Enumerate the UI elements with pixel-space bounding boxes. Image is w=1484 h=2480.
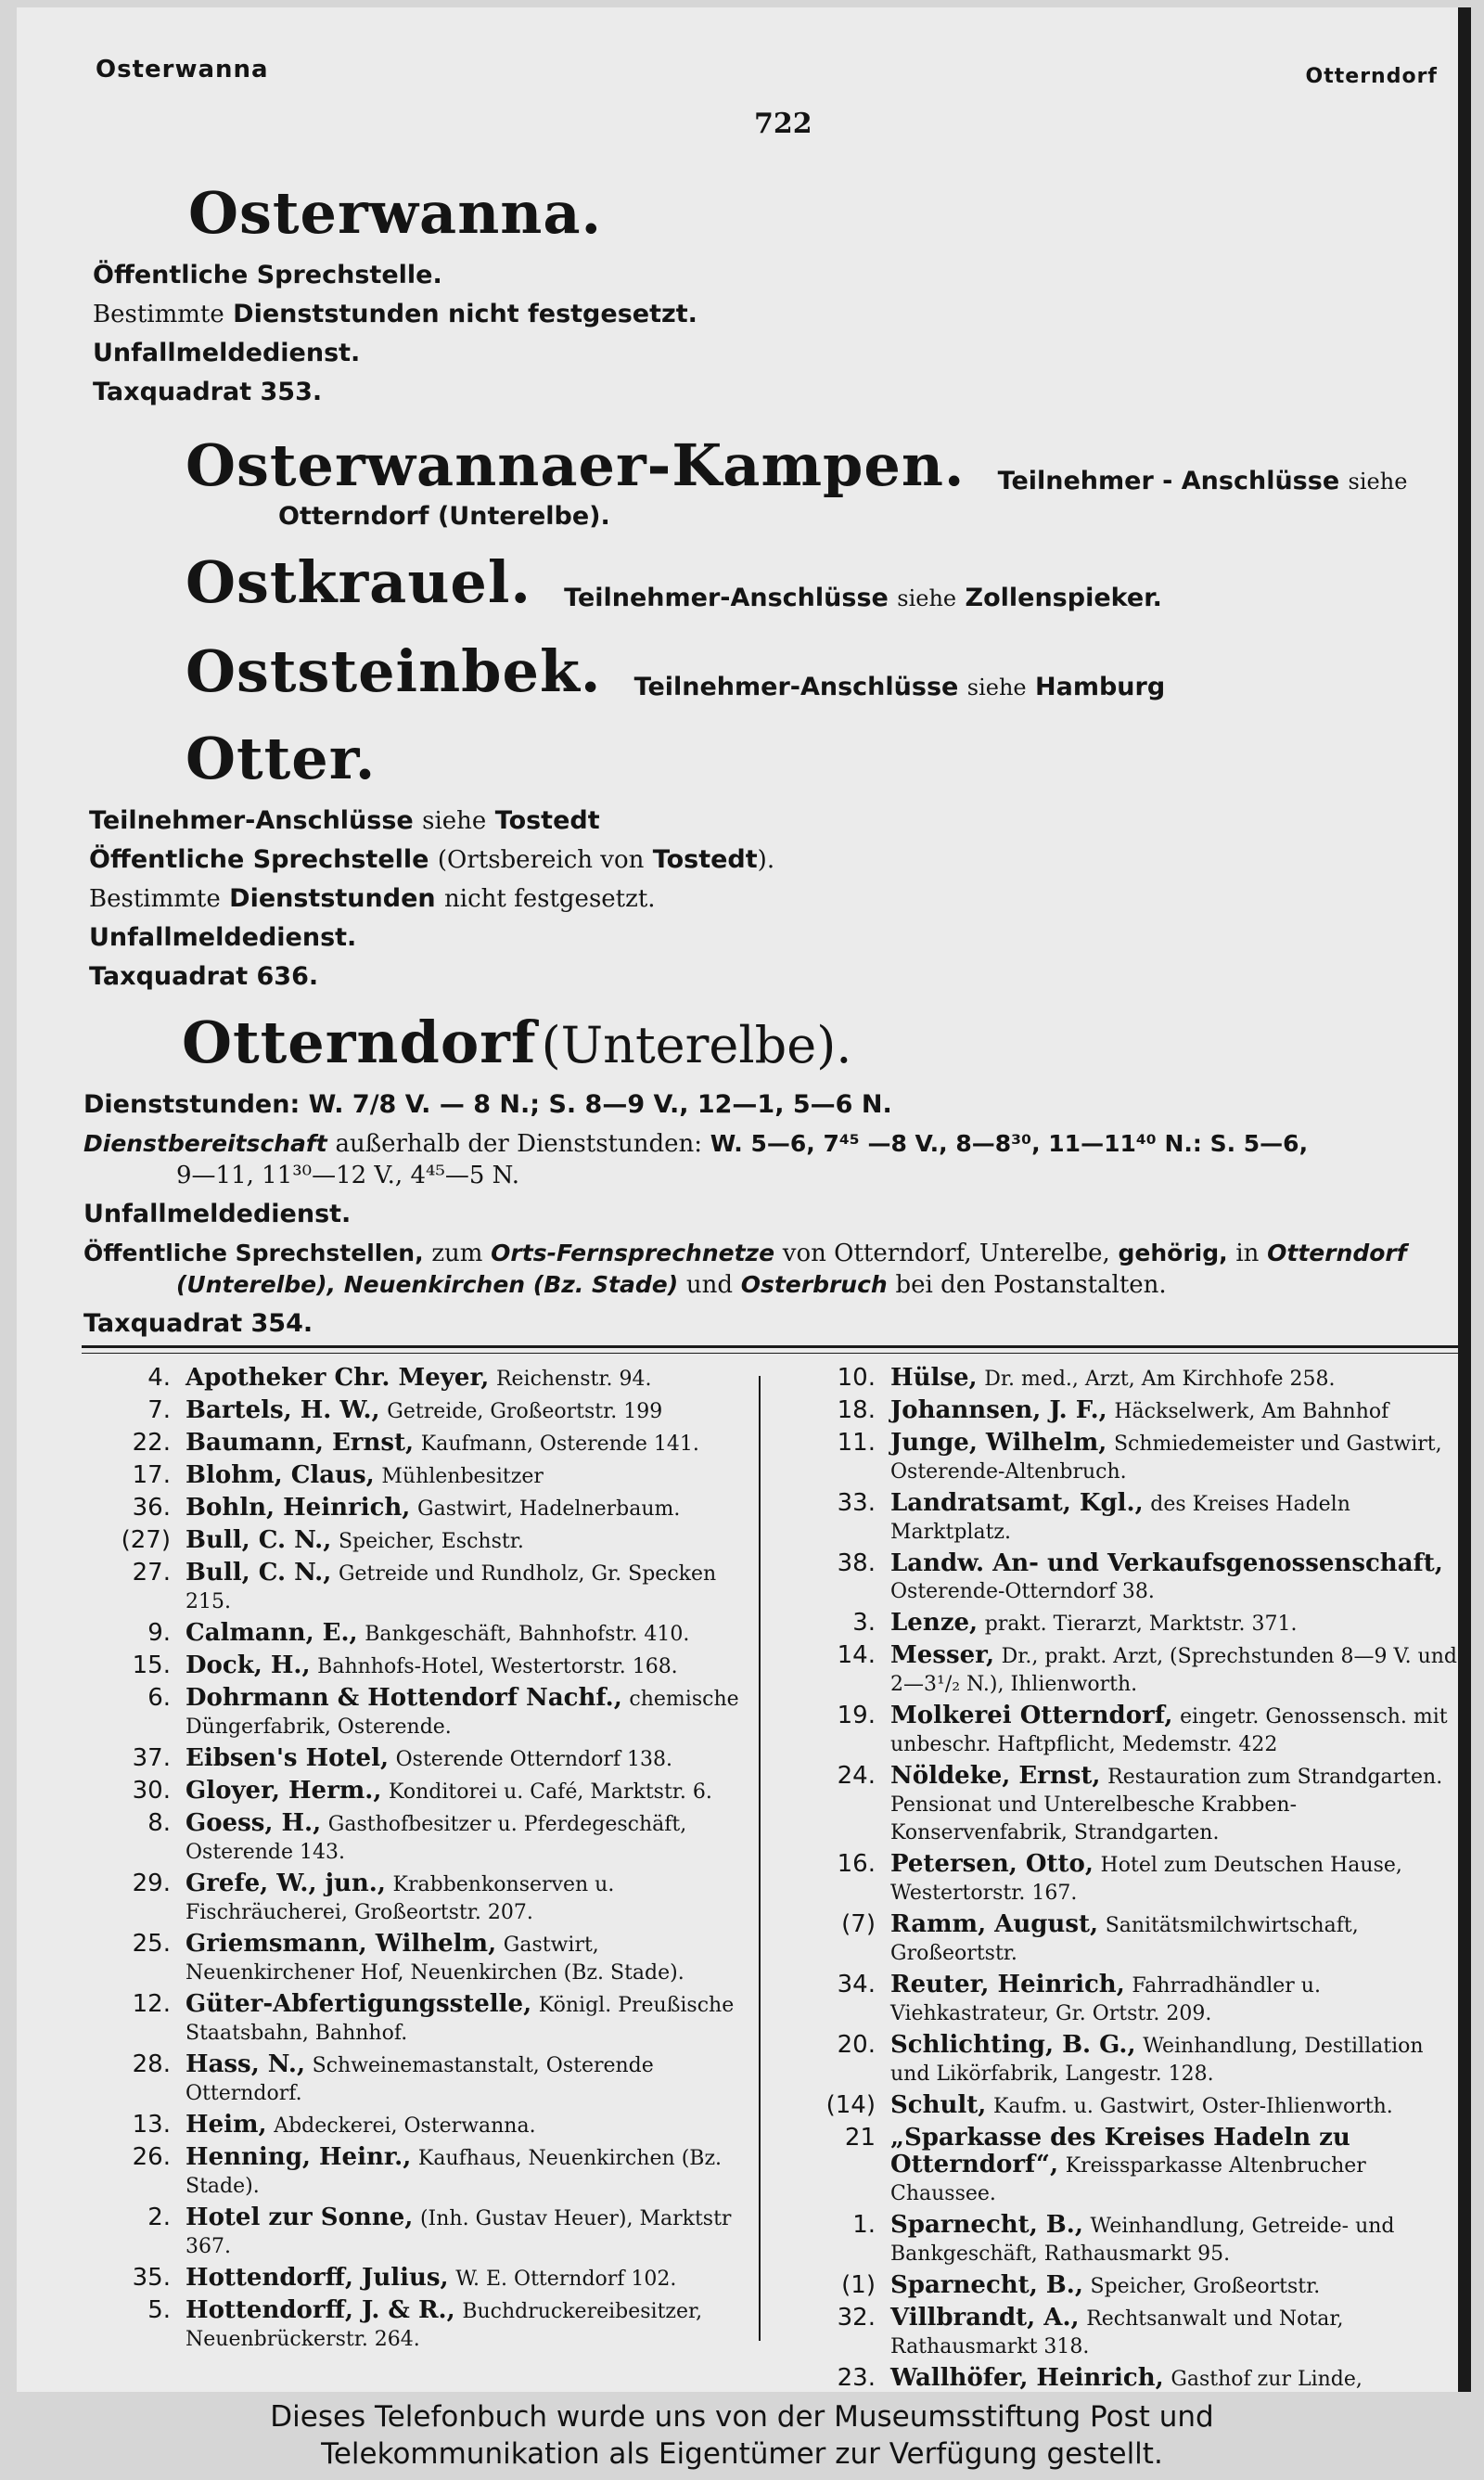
entry-description: Sanitätsmilchwirtschaft, Großeortstr. bbox=[890, 1914, 1359, 1965]
entry-description: Fahrradhändler u. Viehkastrateur, Gr. Ortstr. 209. bbox=[890, 1974, 1321, 2025]
list-item bbox=[785, 1397, 1466, 1425]
entry-text bbox=[890, 1703, 1466, 1758]
list-item bbox=[785, 2092, 1466, 2120]
entry-name: „Sparkasse des Kreises Hadeln zu Otterndorf“, bbox=[890, 2124, 1350, 2178]
entry-description: Gasthofbesitzer u. Pferdegeschäft, Osterende 143. bbox=[186, 1813, 687, 1864]
entry-number: 6. bbox=[147, 1684, 171, 1712]
list-item bbox=[80, 1397, 752, 1425]
entry-number: 32. bbox=[837, 2304, 876, 2332]
entry-description: Hotel zum Deutschen Hause, Westertorstr. 167. bbox=[890, 1854, 1402, 1905]
entry-text bbox=[890, 1610, 1466, 1638]
entry-name: Hottendorff, J. & R., bbox=[186, 2296, 455, 2324]
list-item bbox=[80, 1810, 752, 1866]
entry-description: Häckselwerk, Am Bahnhof bbox=[1114, 1400, 1389, 1423]
entry-description: Restauration zum Strandgarten. Pensionat und Unterelbesche Krabben-Konservenfabrik, Strandgarten. bbox=[890, 1766, 1443, 1844]
entry-name: Dohrmann & Hottendorf Nachf., bbox=[186, 1684, 622, 1712]
list-item bbox=[80, 2144, 752, 2200]
entry-name: Sparnecht, B., bbox=[890, 2211, 1083, 2239]
list-item bbox=[80, 1931, 752, 1986]
entry-text bbox=[186, 2265, 752, 2293]
kampen-heading: Osterwannaer-Kampen. Teilnehmer - Anschlüsse siehe bbox=[186, 431, 1408, 499]
entry-name: Dock, H., bbox=[186, 1651, 311, 1679]
entry-description: Buchdruckereibesitzer, Neuenbrückerstr. 264. bbox=[186, 2300, 703, 2351]
entry-description: des Kreises Hadeln Marktplatz. bbox=[890, 1493, 1350, 1544]
entry-number: 20. bbox=[837, 2031, 876, 2059]
entry-text bbox=[186, 1745, 752, 1773]
list-item bbox=[785, 2272, 1466, 2300]
directory-page bbox=[17, 7, 1471, 2392]
entry-text bbox=[890, 1851, 1466, 1907]
entry-text bbox=[186, 1870, 752, 1926]
list-item bbox=[785, 1763, 1466, 1846]
otterndorf-info: Dienststunden: W. 7/8 V. — 8 N.; S. 8—9 V., 12—1, 5—6 N. Dienstbereitschaft außerhalb der Dienststunden: W. 5—6, 7⁴⁵ —8 V., 8—8³⁰, 11—11⁴⁰ N.: S. 5—6, 9—11, 11³⁰—12 V., 4⁴⁵—5 N. Unfallmeldedienst. Öffentliche Sprechstellen, zum Orts-Fernsprechnetze von Otterndorf, Unterelbe, gehörig, in Otterndorf (Unterelbe), Neuenkirchen (Bz. Stade) und Osterbruch bei den Postanstalten. Taxquadrat 354. bbox=[83, 1090, 1407, 1338]
entry-number: 28. bbox=[132, 2050, 171, 2078]
list-item bbox=[785, 1610, 1466, 1638]
entry-text bbox=[186, 1778, 752, 1805]
list-item bbox=[80, 1365, 752, 1393]
column-divider bbox=[759, 1376, 761, 2341]
entry-number: 8. bbox=[147, 1809, 171, 1837]
entry-description: (Inh. Gustav Heuer), Marktstr 367. bbox=[186, 2207, 732, 2258]
entry-description: Kaufhaus, Neuenkirchen (Bz. Stade). bbox=[186, 2147, 723, 2198]
entry-name: Blohm, Claus, bbox=[186, 1461, 375, 1489]
entry-description: Dr., prakt. Arzt, (Sprechstunden 8—9 V. und 2—3¹/₂ N.), Ihlienworth. bbox=[890, 1645, 1457, 1696]
entry-description: Kaufm. u. Gastwirt, Oster-Ihlienworth. bbox=[993, 2095, 1393, 2118]
entry-number: 23. bbox=[837, 2364, 876, 2392]
footer-note bbox=[0, 2398, 1484, 2480]
entry-description: Reichenstr. 94. bbox=[495, 1368, 652, 1391]
otter-title: Otter. bbox=[186, 725, 377, 792]
entry-name: Calmann, E., bbox=[186, 1619, 358, 1647]
entry-description: Schmiedemeister und Gastwirt, Osterende-Altenbruch. bbox=[890, 1433, 1442, 1484]
list-item bbox=[80, 2297, 752, 2353]
divider-rule-thin bbox=[82, 1353, 1464, 1354]
list-item bbox=[80, 1870, 752, 1926]
entry-name: Molkerei Otterndorf, bbox=[890, 1702, 1173, 1729]
entry-description: Kaufmann, Osterende 141. bbox=[420, 1433, 699, 1456]
list-item bbox=[785, 1911, 1466, 1967]
list-item bbox=[80, 2265, 752, 2293]
entry-text bbox=[890, 1490, 1466, 1546]
entry-text bbox=[186, 1652, 752, 1680]
entry-text bbox=[890, 1763, 1466, 1846]
page-number: 722 bbox=[754, 108, 812, 140]
entry-text bbox=[890, 1397, 1466, 1425]
entry-name: Bull, C. N., bbox=[186, 1526, 332, 1554]
list-item bbox=[80, 1991, 752, 2047]
entry-name: Wallhöfer, Heinrich, bbox=[890, 2364, 1164, 2392]
oststeinbek-heading: Oststeinbek. Teilnehmer-Anschlüsse siehe Hamburg bbox=[186, 637, 1166, 705]
entry-text bbox=[186, 1462, 752, 1490]
otterndorf-heading: Otterndorf (Unterelbe). bbox=[182, 1009, 852, 1076]
list-item bbox=[80, 1685, 752, 1741]
entry-name: Schult, bbox=[890, 2091, 987, 2119]
entry-text bbox=[890, 2305, 1466, 2360]
entry-number: 27. bbox=[132, 1559, 171, 1587]
entry-text bbox=[186, 2204, 752, 2260]
entry-text bbox=[186, 2297, 752, 2353]
entry-description: Konditorei u. Café, Marktstr. 6. bbox=[389, 1780, 712, 1804]
entry-number: 2. bbox=[147, 2204, 171, 2231]
list-item bbox=[785, 2365, 1466, 2392]
footer-line-2: Telekommunikation als Eigentümer zur Verfügung gestellt. bbox=[321, 2437, 1163, 2471]
list-item bbox=[80, 1778, 752, 1805]
list-item bbox=[80, 1745, 752, 1773]
listing-left-column bbox=[80, 1365, 752, 2358]
list-item bbox=[80, 1620, 752, 1648]
list-item bbox=[785, 1703, 1466, 1758]
entry-name: Grefe, W., jun., bbox=[186, 1870, 386, 1897]
entry-number: 10. bbox=[837, 1364, 876, 1392]
ostkrauel-heading: Ostkrauel. Teilnehmer-Anschlüsse siehe Zollenspieker. bbox=[186, 548, 1162, 616]
list-item bbox=[80, 1527, 752, 1555]
entry-description: Königl. Preußische Staatsbahn, Bahnhof. bbox=[186, 1994, 735, 2045]
list-item bbox=[785, 2212, 1466, 2268]
kampen-ref: Otterndorf (Unterelbe). bbox=[278, 502, 610, 531]
entry-number: 13. bbox=[132, 2111, 171, 2139]
list-item bbox=[785, 1430, 1466, 1485]
footer-line-1: Dieses Telefonbuch wurde uns von der Museumsstiftung Post und bbox=[270, 2400, 1214, 2434]
entry-description: Osterende-Otterndorf 38. bbox=[890, 1580, 1155, 1603]
osterwanna-info: Öffentliche Sprechstelle. Bestimmte Dienststunden nicht festgesetzt. Unfallmeldedienst. Taxquadrat 353. bbox=[93, 261, 697, 406]
running-head-left: Osterwanna bbox=[96, 56, 269, 84]
entry-name: Petersen, Otto, bbox=[890, 1850, 1094, 1878]
entry-text bbox=[890, 2092, 1466, 2120]
entry-name: Villbrandt, A., bbox=[890, 2304, 1080, 2332]
entry-description: Getreide und Rundholz, Gr. Specken 215. bbox=[186, 1562, 717, 1613]
entry-number: 4. bbox=[147, 1364, 171, 1392]
entry-name: Henning, Heinr., bbox=[186, 2143, 412, 2171]
entry-name: Apotheker Chr. Meyer, bbox=[186, 1364, 490, 1392]
osterwanna-title: Osterwanna. bbox=[188, 179, 603, 247]
entry-name: Landratsamt, Kgl., bbox=[890, 1489, 1144, 1517]
list-item bbox=[785, 1365, 1466, 1393]
entry-number: 36. bbox=[132, 1494, 171, 1522]
entry-number: 30. bbox=[132, 1777, 171, 1805]
list-item bbox=[785, 2305, 1466, 2360]
entry-description: Speicher, Großeortstr. bbox=[1090, 2275, 1321, 2298]
entry-description: Bahnhofs-Hotel, Westertorstr. 168. bbox=[317, 1655, 678, 1678]
entry-text bbox=[186, 1430, 752, 1458]
entry-name: Landw. An- und Verkaufsgenossenschaft, bbox=[890, 1549, 1443, 1577]
entry-text bbox=[186, 1527, 752, 1555]
list-item bbox=[80, 1495, 752, 1523]
entry-description: W. E. Otterndorf 102. bbox=[455, 2268, 677, 2291]
entry-name: Baumann, Ernst, bbox=[186, 1429, 415, 1457]
entry-number: 18. bbox=[837, 1396, 876, 1424]
entry-text bbox=[890, 2365, 1466, 2392]
entry-number: 7. bbox=[147, 1396, 171, 1424]
entry-number: (1) bbox=[841, 2271, 876, 2299]
entry-text bbox=[890, 1972, 1466, 2027]
list-item bbox=[80, 2051, 752, 2107]
entry-name: Ramm, August, bbox=[890, 1910, 1099, 1938]
list-item bbox=[785, 2032, 1466, 2088]
entry-description: prakt. Tierarzt, Marktstr. 371. bbox=[984, 1613, 1298, 1636]
entry-name: Sparnecht, B., bbox=[890, 2271, 1083, 2299]
entry-name: Schlichting, B. G., bbox=[890, 2031, 1136, 2059]
entry-text bbox=[186, 1931, 752, 1986]
list-item bbox=[785, 2125, 1466, 2207]
entry-description: Gasthof zur Linde, bbox=[1171, 2368, 1362, 2391]
entry-number: 15. bbox=[132, 1651, 171, 1679]
entry-number: 38. bbox=[837, 1549, 876, 1577]
entry-name: Bull, C. N., bbox=[186, 1559, 332, 1587]
entry-number: 24. bbox=[837, 1762, 876, 1790]
list-item bbox=[785, 1642, 1466, 1698]
list-item bbox=[785, 1550, 1466, 1605]
entry-text bbox=[890, 2272, 1466, 2300]
entry-number: (14) bbox=[825, 2091, 876, 2119]
entry-name: Reuter, Heinrich, bbox=[890, 1971, 1125, 1998]
entry-name: Gloyer, Herm., bbox=[186, 1777, 382, 1805]
entry-description: Schweinemastanstalt, Osterende Otterndorf. bbox=[186, 2054, 654, 2105]
entry-number: 16. bbox=[837, 1850, 876, 1878]
entry-text bbox=[186, 2051, 752, 2107]
entry-text bbox=[890, 1365, 1466, 1393]
entry-description: Weinhandlung, Getreide- und Bankgeschäft, Rathausmarkt 95. bbox=[890, 2215, 1395, 2266]
entry-number: 14. bbox=[837, 1641, 876, 1669]
entry-text bbox=[890, 1642, 1466, 1698]
entry-number: 3. bbox=[852, 1609, 876, 1637]
entry-number: 25. bbox=[132, 1930, 171, 1958]
entry-text bbox=[890, 2032, 1466, 2088]
entry-number: 22. bbox=[132, 1429, 171, 1457]
entry-description: eingetr. Genossensch. mit unbeschr. Haftpflicht, Medemstr. 422 bbox=[890, 1705, 1448, 1756]
entry-number: 37. bbox=[132, 1744, 171, 1772]
entry-number: (7) bbox=[841, 1910, 876, 1938]
entry-name: Bartels, H. W., bbox=[186, 1396, 380, 1424]
entry-number: 26. bbox=[132, 2143, 171, 2171]
entry-description: Kreissparkasse Altenbrucher Chaussee. bbox=[890, 2154, 1366, 2205]
list-item bbox=[80, 1652, 752, 1680]
entry-name: Nöldeke, Ernst, bbox=[890, 1762, 1101, 1790]
entry-text bbox=[186, 1495, 752, 1523]
running-head-right: Otterndorf bbox=[1305, 65, 1438, 88]
list-item bbox=[80, 1560, 752, 1615]
entry-description: Abdeckerei, Osterwanna. bbox=[274, 2114, 536, 2138]
listing-right-column bbox=[785, 1365, 1466, 2392]
otter-info: Teilnehmer-Anschlüsse siehe Tostedt Öffentliche Sprechstelle (Ortsbereich von Tostedt). Bestimmte Dienststunden nicht festgesetzt. Unfallmeldedienst. Taxquadrat 636. bbox=[89, 806, 775, 991]
entry-description: Dr. med., Arzt, Am Kirchhofe 258. bbox=[984, 1368, 1336, 1391]
entry-text bbox=[186, 1810, 752, 1866]
entry-text bbox=[186, 1365, 752, 1393]
list-item bbox=[80, 2204, 752, 2260]
entry-name: Bohln, Heinrich, bbox=[186, 1494, 411, 1522]
entry-description: Getreide, Großeortstr. 199 bbox=[387, 1400, 663, 1423]
entry-number: 34. bbox=[837, 1971, 876, 1998]
entry-description: Mühlenbesitzer bbox=[381, 1465, 544, 1488]
entry-name: Johannsen, J. F., bbox=[890, 1396, 1107, 1424]
entry-text bbox=[186, 1685, 752, 1741]
entry-name: Hotel zur Sonne, bbox=[186, 2204, 414, 2231]
entry-text bbox=[890, 2125, 1466, 2207]
list-item bbox=[80, 1430, 752, 1458]
entry-text bbox=[186, 1620, 752, 1648]
entry-text bbox=[186, 1397, 752, 1425]
entry-number: 33. bbox=[837, 1489, 876, 1517]
entry-name: Hülse, bbox=[890, 1364, 978, 1392]
entry-text bbox=[186, 2144, 752, 2200]
entry-description: Gastwirt, Neuenkirchener Hof, Neuenkirchen (Bz. Stade). bbox=[186, 1934, 684, 1985]
entry-name: Hass, N., bbox=[186, 2050, 305, 2078]
list-item bbox=[80, 1462, 752, 1490]
list-item bbox=[80, 2112, 752, 2139]
entry-text bbox=[186, 2112, 752, 2139]
entry-text bbox=[890, 2212, 1466, 2268]
entry-number: 5. bbox=[147, 2296, 171, 2324]
entry-number: 19. bbox=[837, 1702, 876, 1729]
entry-name: Junge, Wilhelm, bbox=[890, 1429, 1107, 1457]
entry-text bbox=[186, 1991, 752, 2047]
entry-description: Krabbenkonserven u. Fischräucherei, Großeortstr. 207. bbox=[186, 1873, 615, 1924]
entry-text bbox=[890, 1550, 1466, 1605]
entry-number: 17. bbox=[132, 1461, 171, 1489]
entry-description: Weinhandlung, Destillation und Likörfabrik, Langestr. 128. bbox=[890, 2035, 1424, 2086]
entry-name: Hottendorff, Julius, bbox=[186, 2264, 449, 2292]
entry-number: 21 bbox=[844, 2124, 876, 2152]
entry-description: Rechtsanwalt und Notar, Rathausmarkt 318. bbox=[890, 2307, 1344, 2358]
entry-text bbox=[890, 1911, 1466, 1967]
entry-name: Heim, bbox=[186, 2111, 267, 2139]
entry-name: Güter-Abfertigungsstelle, bbox=[186, 1990, 532, 2018]
divider-rule bbox=[82, 1345, 1464, 1348]
entry-description: Osterende Otterndorf 138. bbox=[395, 1748, 673, 1771]
entry-number: 11. bbox=[837, 1429, 876, 1457]
entry-number: 35. bbox=[132, 2264, 171, 2292]
entry-number: 9. bbox=[147, 1619, 171, 1647]
entry-text bbox=[186, 1560, 752, 1615]
list-item bbox=[785, 1490, 1466, 1546]
entry-name: Lenze, bbox=[890, 1609, 979, 1637]
entry-number: 12. bbox=[132, 1990, 171, 2018]
entry-name: Goess, H., bbox=[186, 1809, 322, 1837]
list-item bbox=[785, 1972, 1466, 2027]
entry-name: Eibsen's Hotel, bbox=[186, 1744, 389, 1772]
entry-description: Speicher, Eschstr. bbox=[338, 1530, 524, 1553]
entry-number: 29. bbox=[132, 1870, 171, 1897]
entry-description: Gastwirt, Hadelnerbaum. bbox=[417, 1497, 681, 1521]
entry-name: Messer, bbox=[890, 1641, 994, 1669]
list-item bbox=[785, 1851, 1466, 1907]
entry-number: (27) bbox=[121, 1526, 171, 1554]
entry-description: Bankgeschäft, Bahnhofstr. 410. bbox=[365, 1623, 690, 1646]
entry-name: Griemsmann, Wilhelm, bbox=[186, 1930, 497, 1958]
entry-number: 1. bbox=[852, 2211, 876, 2239]
entry-description: chemische Düngerfabrik, Osterende. bbox=[186, 1688, 739, 1739]
entry-text bbox=[890, 1430, 1466, 1485]
